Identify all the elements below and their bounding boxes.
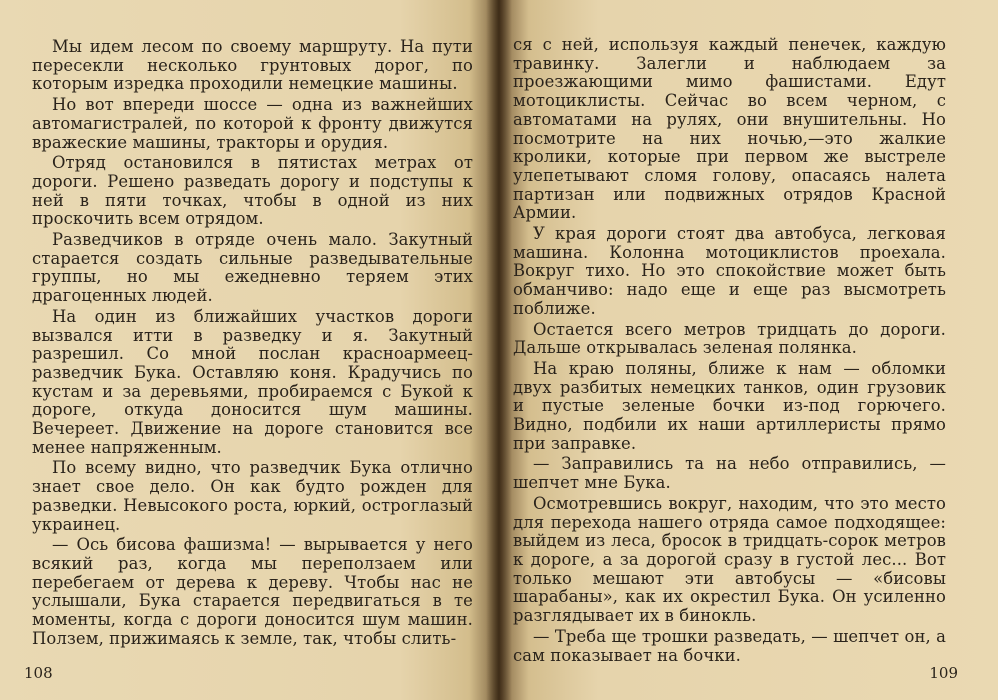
paragraph: Разведчиков в отряде очень мало. Закутный старается создать сильные разведывательные группы, но мы ежедневно теряем этих драгоценных людей. (32, 230, 473, 306)
paragraph: Осмотревшись вокруг, находим, что это место для перехода нашего отряда самое подходящее: выйдем из леса, бросок в тридцать-сорок метров к дороге, а за дорогой сразу в густой лес... Вот только мешают эти автобусы — «бисовы шарабаны», как их окрестил Бука. Он усиленно разглядывает их в бинокль. (513, 493, 946, 626)
paragraph: Отряд остановился в пятистах метрах от дороги. Решено разведать дорогу и подступы к ней в пяти точках, чтобы в одной из них проскочить всем отрядом. (32, 153, 473, 229)
left-page-text (32, 38, 473, 649)
paragraph: По всему видно, что разведчик Бука отлично знает свое дело. Он как будто рожден для разведки. Невысокого роста, юркий, остроглазый украинец. (32, 458, 473, 534)
paragraph: Но вот впереди шоссе — одна из важнейших автомагистралей, по которой к фронту движутся вражеские машины, тракторы и орудия. (32, 95, 473, 152)
paragraph: У края дороги стоят два автобуса, легковая машина. Колонна мотоциклистов проехала. Вокруг тихо. Но это спокойствие может быть обманчиво: надо еще и еще раз высмотреть поближе. (513, 224, 946, 318)
paragraph-continuation: ся с ней, используя каждый пенечек, каждую травинку. Залегли и наблюдаем за проезжающими мимо фашистами. Едут мотоциклисты. Сейчас во всем черном, с автоматами на рулях, они внушительны. Но посмотрите на них ночью,—это жалкие кролики, которые при первом же выстреле улепетывают сломя голову, опасаясь налета партизан или подвижных отрядов Красной Армии. (513, 35, 946, 223)
right-page (499, 0, 998, 700)
page-number: 108 (24, 664, 53, 682)
paragraph: На краю поляны, ближе к нам — обломки двух разбитых немецких танков, один грузовик и пустые зеленые бочки из-под горючего. Видно, подбили их наши артиллеристы прямо при заправке. (513, 358, 946, 453)
paragraph: — Ось бисова фашизма! — вырывается у него всякий раз, когда мы переползаем или перебегаем от дерева к дереву. Чтобы нас не услышали, Бука старается передвигаться в те моменты, когда с дороги доносится шум машин. Ползем, прижимаясь к земле, так, чтобы слить- (32, 535, 473, 648)
paragraph: Остается всего метров тридцать до дороги. Дальше открывалась зеленая полянка. (513, 319, 946, 358)
paragraph: — Треба ще трошки разведать, — шепчет он, а сам показывает на бочки. (513, 626, 946, 665)
right-page-text (513, 36, 946, 665)
paragraph: — Заправились та на небо отправились, — шепчет мне Бука. (513, 454, 946, 493)
paragraph: Мы идем лесом по своему маршруту. На пути пересекли несколько грунтовых дорог, по которым изредка проходили немецкие машины. (32, 37, 473, 94)
paragraph: На один из ближайших участков дороги вызвался итти в разведку и я. Закутный разрешил. Со мной послан красноармеец-разведчик Бука. Оставляю коня. Крадучись по кустам и за деревьями, пробираемся с Букой к дороге, откуда доносится шум машины. Вечереет. Движение на дороге становится все менее напряженным. (32, 306, 473, 457)
page-number: 109 (929, 664, 958, 682)
